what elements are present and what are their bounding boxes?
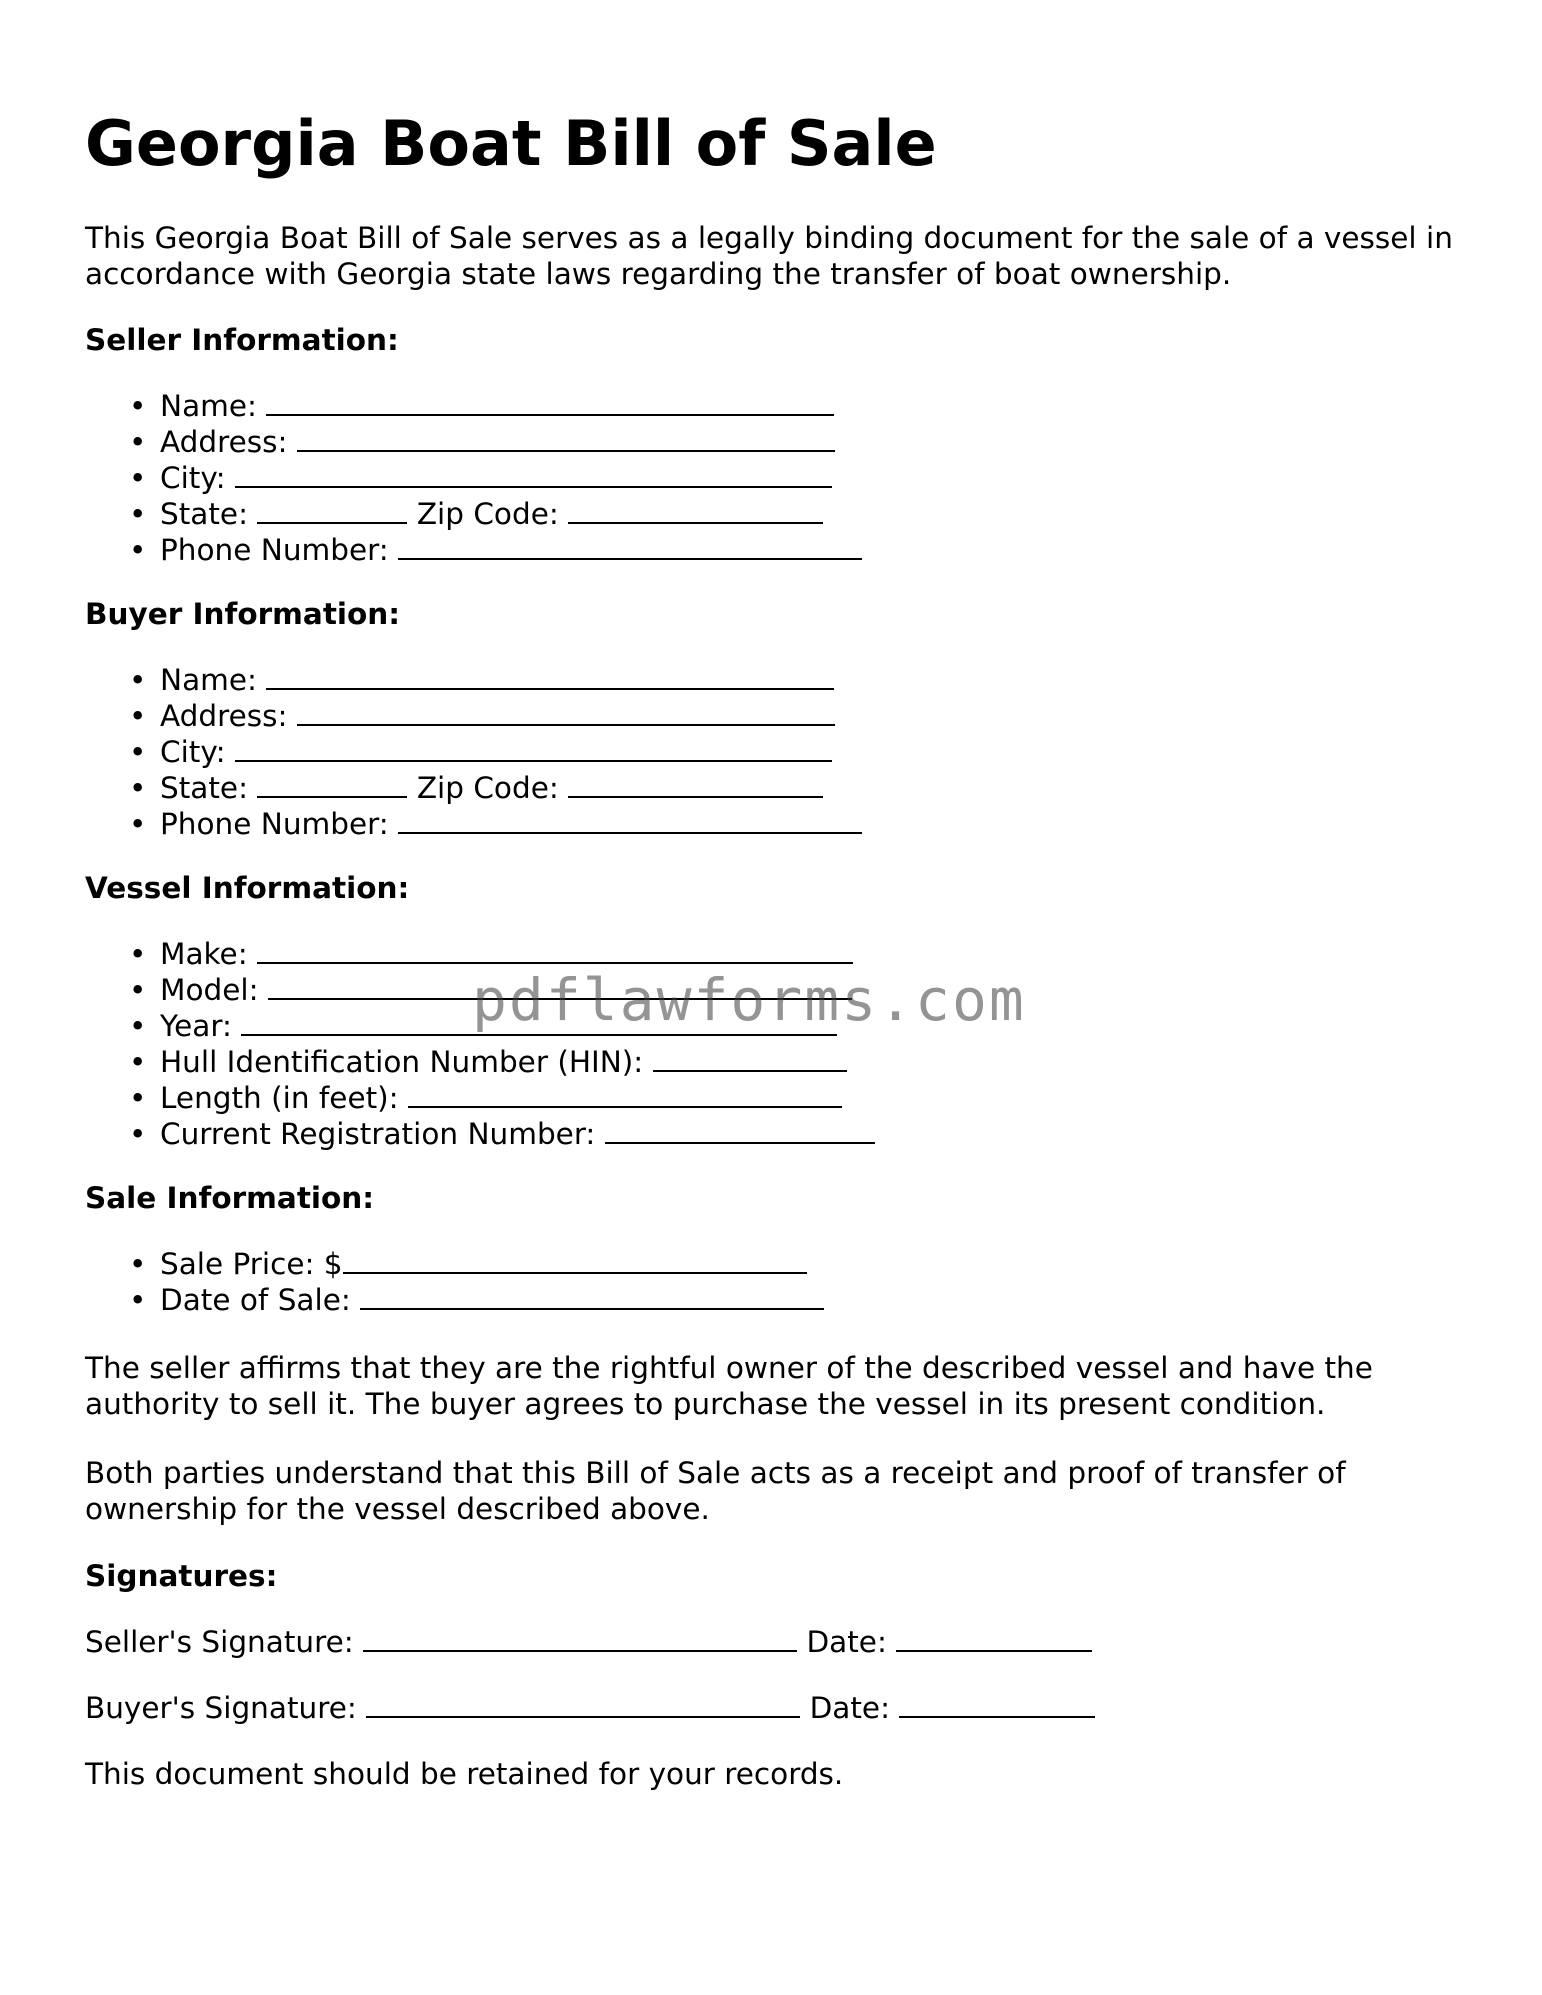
vessel-registration-blank[interactable] [605,1116,875,1144]
sale-price-field: • Sale Price: $ [160,1246,824,1282]
vessel-year-blank[interactable] [241,1008,837,1036]
seller-name-blank[interactable] [266,388,834,416]
seller-state-zip-field: • State: Zip Code: [160,496,862,532]
vessel-heading: Vessel Information: [85,871,410,905]
buyer-name-field: • Name: [160,662,862,698]
vessel-length-blank[interactable] [408,1080,842,1108]
vessel-hin-blank[interactable] [653,1044,847,1072]
buyer-city-field: • City: [160,734,862,770]
seller-address-blank[interactable] [297,424,835,452]
sale-price-blank[interactable] [343,1246,807,1274]
buyer-date-blank[interactable] [899,1690,1095,1718]
sale-fields [85,1246,824,1318]
seller-phone-blank[interactable] [398,532,862,560]
vessel-hin-field: • Hull Identification Number (HIN): [160,1044,875,1080]
buyer-signature-blank[interactable] [366,1690,800,1718]
buyer-address-blank[interactable] [297,698,835,726]
buyer-phone-blank[interactable] [398,806,862,834]
seller-heading: Seller Information: [85,323,399,357]
seller-phone-field: • Phone Number: [160,532,862,568]
buyer-phone-field: • Phone Number: [160,806,862,842]
retain-note: This document should be retained for your records. [85,1757,844,1791]
seller-city-blank[interactable] [235,460,832,488]
buyer-fields [85,662,862,842]
seller-city-field: • City: [160,460,862,496]
sale-date-field: • Date of Sale: [160,1282,824,1318]
vessel-model-field: • Model: [160,972,875,1008]
buyer-address-field: • Address: [160,698,862,734]
buyer-state-zip-field: • State: Zip Code: [160,770,862,806]
sale-date-blank[interactable] [360,1282,824,1310]
seller-address-field: • Address: [160,424,862,460]
seller-zip-blank[interactable] [568,496,823,524]
seller-state-blank[interactable] [257,496,407,524]
understanding-paragraph: Both parties understand that this Bill of Sale acts as a receipt and proof of transfer of ownership for the vessel described above. [85,1456,1346,1526]
buyer-signature-line: Buyer's Signature: Date: [85,1690,1095,1726]
vessel-make-field: • Make: [160,936,875,972]
buyer-name-blank[interactable] [266,662,834,690]
vessel-registration-field: • Current Registration Number: [160,1116,875,1152]
vessel-fields [85,936,875,1152]
sale-heading: Sale Information: [85,1181,375,1215]
vessel-year-field: • Year: [160,1008,875,1044]
seller-fields [85,388,862,568]
buyer-heading: Buyer Information: [85,597,401,631]
affirmation-paragraph: The seller affirms that they are the rightful owner of the described vessel and have the authority to sell it. The buyer agrees to purchase the vessel in its present condition. [85,1351,1373,1421]
vessel-make-blank[interactable] [257,936,853,964]
seller-name-field: • Name: [160,388,862,424]
buyer-city-blank[interactable] [235,734,832,762]
buyer-state-blank[interactable] [257,770,407,798]
vessel-length-field: • Length (in feet): [160,1080,875,1116]
seller-signature-blank[interactable] [363,1624,797,1652]
signatures-heading: Signatures: [85,1559,278,1593]
intro-paragraph: This Georgia Boat Bill of Sale serves as a legally binding document for the sale of a vessel in accordance with Georgia state laws regarding the transfer of boat ownership. [85,221,1453,291]
watermark-text: pdflawforms.com [472,966,1026,1034]
seller-date-blank[interactable] [896,1624,1092,1652]
vessel-model-blank[interactable] [268,972,852,1000]
document-title: Georgia Boat Bill of Sale [85,107,937,180]
seller-signature-line: Seller's Signature: Date: [85,1624,1092,1660]
buyer-zip-blank[interactable] [568,770,823,798]
